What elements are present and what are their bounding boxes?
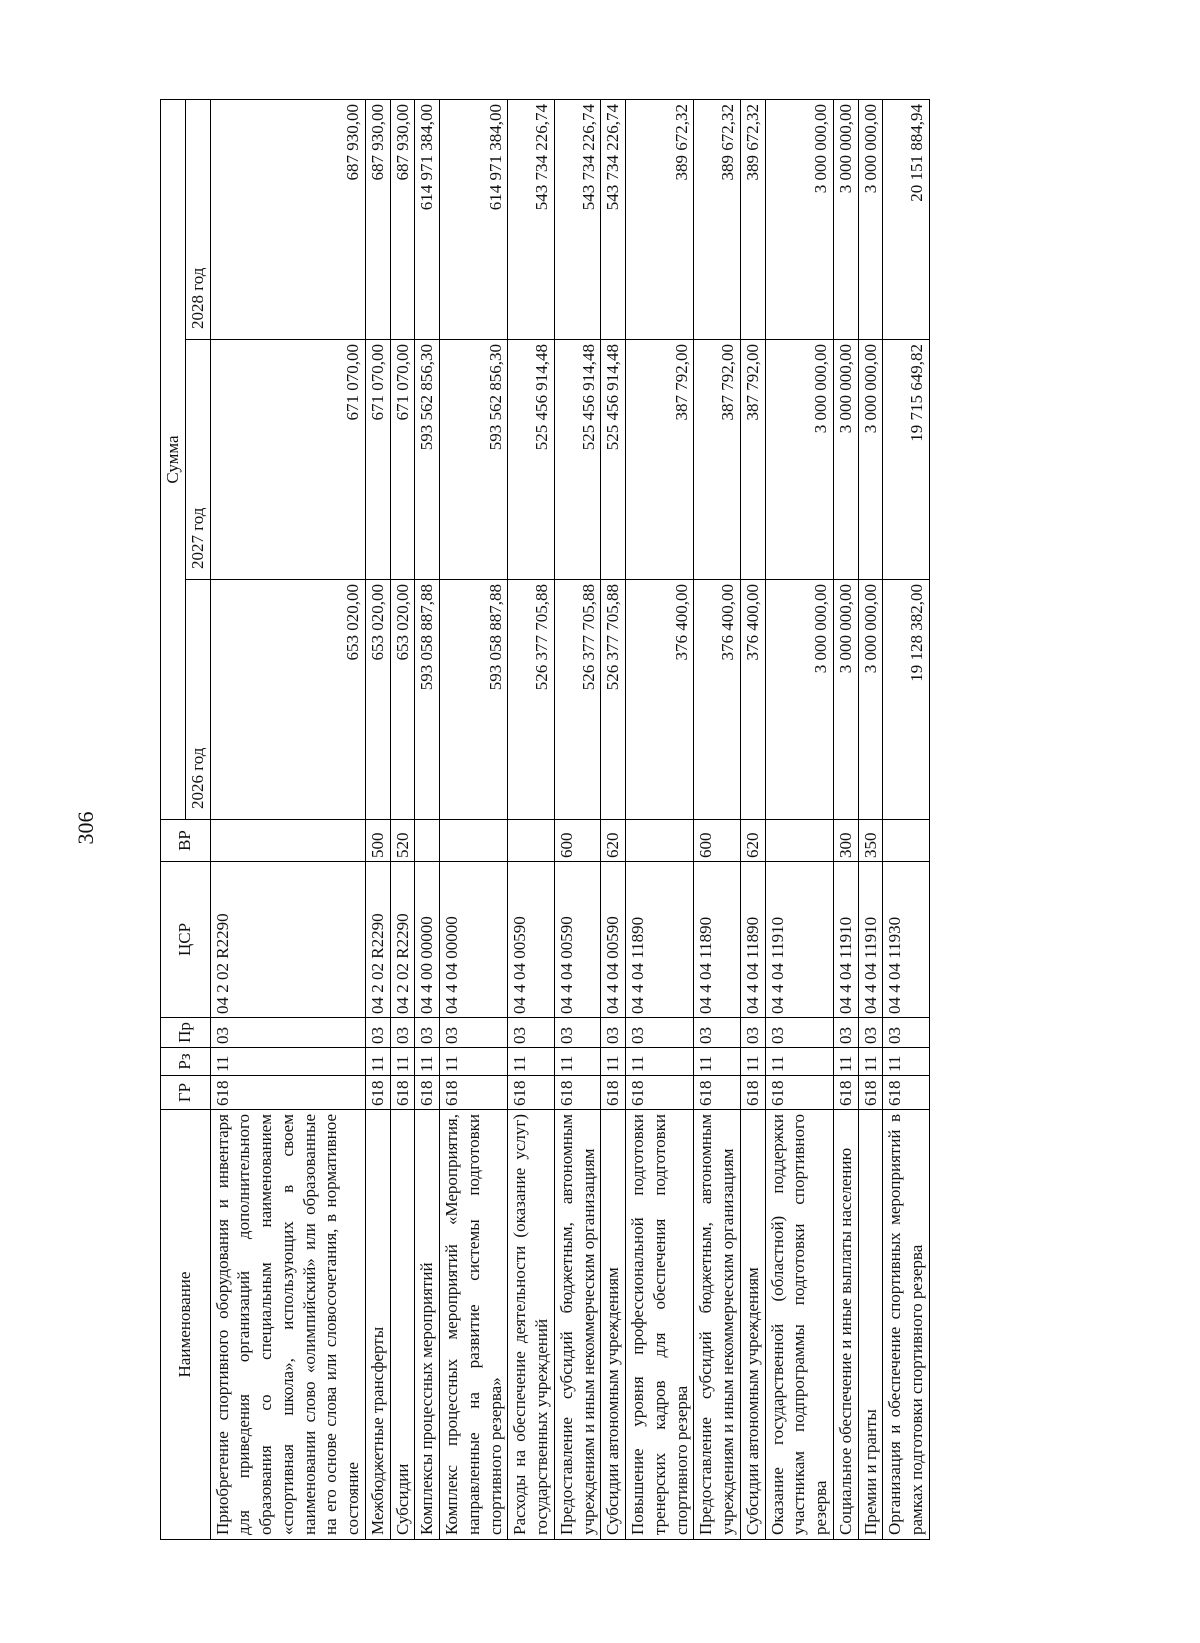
- cell-csr: 04 4 04 11910: [765, 862, 833, 1018]
- cell-2028: 614 971 384,00: [415, 100, 440, 340]
- cell-2027: 671 070,00: [210, 340, 365, 580]
- rotated-table-container: [160, 100, 930, 1540]
- cell-gr: 618: [601, 1076, 626, 1110]
- cell-csr: 04 4 04 11890: [626, 862, 694, 1018]
- header-pr: Пр: [161, 1018, 211, 1048]
- cell-rz: 11: [740, 1048, 765, 1076]
- cell-2027: 525 456 914,48: [508, 340, 555, 580]
- cell-2028: 389 672,32: [694, 100, 741, 340]
- cell-gr: 618: [210, 1076, 365, 1110]
- cell-rz: 11: [210, 1048, 365, 1076]
- header-2026: 2026 год: [185, 580, 210, 820]
- cell-2027: 19 715 649,82: [883, 340, 930, 580]
- header-name: Наименование: [161, 1110, 211, 1540]
- table-row: [858, 100, 883, 1540]
- table-body: [210, 100, 929, 1540]
- cell-pr: 03: [554, 1018, 601, 1048]
- cell-pr: 03: [390, 1018, 415, 1048]
- cell-csr: 04 2 02 R2290: [210, 862, 365, 1018]
- cell-csr: 04 4 04 00000: [440, 862, 508, 1018]
- table-row: [601, 100, 626, 1540]
- table-row: [883, 100, 930, 1540]
- cell-2027: 525 456 914,48: [554, 340, 601, 580]
- cell-2026: 19 128 382,00: [883, 580, 930, 820]
- cell-name: Социальное обеспечение и иные выплаты населению: [833, 1110, 858, 1540]
- header-csr: ЦСР: [161, 862, 211, 1018]
- cell-2028: 687 930,00: [390, 100, 415, 340]
- cell-gr: 618: [765, 1076, 833, 1110]
- cell-pr: 03: [694, 1018, 741, 1048]
- cell-vr: [440, 820, 508, 862]
- cell-csr: 04 2 02 R2290: [390, 862, 415, 1018]
- cell-pr: 03: [601, 1018, 626, 1048]
- cell-pr: 03: [740, 1018, 765, 1048]
- cell-rz: 11: [626, 1048, 694, 1076]
- cell-name: Комплексы процессных мероприятий: [415, 1110, 440, 1540]
- cell-rz: 11: [390, 1048, 415, 1076]
- cell-2028: 389 672,32: [626, 100, 694, 340]
- cell-2026: 526 377 705,88: [554, 580, 601, 820]
- cell-gr: 618: [694, 1076, 741, 1110]
- cell-csr: 04 2 02 R2290: [365, 862, 390, 1018]
- cell-name: Расходы на обеспечение деятельности (оказание услуг) государственных учреждений: [508, 1110, 555, 1540]
- cell-vr: 600: [694, 820, 741, 862]
- cell-name: Повышение уровня профессиональной подготовки тренерских кадров для обеспечения подготовки спортивного резерва: [626, 1110, 694, 1540]
- table-row: [365, 100, 390, 1540]
- cell-vr: 300: [833, 820, 858, 862]
- cell-csr: 04 4 04 11930: [883, 862, 930, 1018]
- cell-vr: [883, 820, 930, 862]
- cell-gr: 618: [883, 1076, 930, 1110]
- cell-gr: 618: [365, 1076, 390, 1110]
- cell-rz: 11: [858, 1048, 883, 1076]
- cell-vr: 350: [858, 820, 883, 862]
- cell-rz: 11: [833, 1048, 858, 1076]
- cell-csr: 04 4 04 11910: [833, 862, 858, 1018]
- cell-name: Субсидии: [390, 1110, 415, 1540]
- cell-2026: 653 020,00: [365, 580, 390, 820]
- cell-gr: 618: [858, 1076, 883, 1110]
- cell-pr: 03: [415, 1018, 440, 1048]
- cell-name: Оказание государственной (областной) поддержки участникам подпрограммы подготовки спортивного резерва: [765, 1110, 833, 1540]
- cell-vr: [210, 820, 365, 862]
- cell-vr: [626, 820, 694, 862]
- cell-name: Субсидии автономным учреждениям: [601, 1110, 626, 1540]
- table-row: [626, 100, 694, 1540]
- cell-name: Предоставление субсидий бюджетным, автономным учреждениям и иным некоммерческим организациям: [554, 1110, 601, 1540]
- cell-name: Предоставление субсидий бюджетным, автономным учреждениям и иным некоммерческим организациям: [694, 1110, 741, 1540]
- cell-pr: 03: [833, 1018, 858, 1048]
- cell-2028: 543 734 226,74: [554, 100, 601, 340]
- header-vr: ВР: [161, 820, 211, 862]
- cell-name: Межбюджетные трансферты: [365, 1110, 390, 1540]
- table-row: [694, 100, 741, 1540]
- header-row: [161, 100, 186, 1540]
- cell-vr: 620: [740, 820, 765, 862]
- cell-2026: 653 020,00: [390, 580, 415, 820]
- cell-name: Премии и гранты: [858, 1110, 883, 1540]
- cell-2026: 653 020,00: [210, 580, 365, 820]
- cell-2028: 687 930,00: [365, 100, 390, 340]
- header-2027: 2027 год: [185, 340, 210, 580]
- cell-2026: 526 377 705,88: [601, 580, 626, 820]
- cell-csr: 04 4 04 00590: [508, 862, 555, 1018]
- cell-2027: 671 070,00: [390, 340, 415, 580]
- cell-gr: 618: [740, 1076, 765, 1110]
- cell-rz: 11: [883, 1048, 930, 1076]
- cell-gr: 618: [440, 1076, 508, 1110]
- cell-vr: 620: [601, 820, 626, 862]
- cell-2027: 3 000 000,00: [833, 340, 858, 580]
- cell-2028: 543 734 226,74: [601, 100, 626, 340]
- cell-rz: 11: [601, 1048, 626, 1076]
- cell-pr: 03: [765, 1018, 833, 1048]
- table-row: [415, 100, 440, 1540]
- cell-2028: 3 000 000,00: [833, 100, 858, 340]
- cell-csr: 04 4 04 00590: [554, 862, 601, 1018]
- cell-2028: 3 000 000,00: [765, 100, 833, 340]
- cell-2026: 593 058 887,88: [440, 580, 508, 820]
- cell-2027: 3 000 000,00: [765, 340, 833, 580]
- header-gr: ГР: [161, 1076, 211, 1110]
- table-row: [440, 100, 508, 1540]
- cell-2026: 3 000 000,00: [765, 580, 833, 820]
- cell-vr: [508, 820, 555, 862]
- cell-rz: 11: [415, 1048, 440, 1076]
- cell-name: Субсидии автономным учреждениям: [740, 1110, 765, 1540]
- table-row: [210, 100, 365, 1540]
- cell-vr: 500: [365, 820, 390, 862]
- cell-vr: [765, 820, 833, 862]
- cell-gr: 618: [508, 1076, 555, 1110]
- cell-pr: 03: [365, 1018, 390, 1048]
- cell-gr: 618: [626, 1076, 694, 1110]
- cell-2027: 593 562 856,30: [440, 340, 508, 580]
- cell-csr: 04 4 00 00000: [415, 862, 440, 1018]
- cell-rz: 11: [365, 1048, 390, 1076]
- cell-rz: 11: [554, 1048, 601, 1076]
- cell-2027: 387 792,00: [740, 340, 765, 580]
- cell-csr: 04 4 04 11890: [694, 862, 741, 1018]
- cell-vr: 520: [390, 820, 415, 862]
- table-row: [554, 100, 601, 1540]
- cell-2026: 526 377 705,88: [508, 580, 555, 820]
- cell-gr: 618: [390, 1076, 415, 1110]
- cell-2028: 687 930,00: [210, 100, 365, 340]
- table-row: [740, 100, 765, 1540]
- cell-name: Приобретение спортивного оборудования и инвентаря для приведения организаций дополнительного образования со специальным наименованием «спортивная школа», использующих в своем наименовании слово «олимпийский» или образованные на его основе слова или словосочетания, в нормативное состояние: [210, 1110, 365, 1540]
- cell-2026: 3 000 000,00: [833, 580, 858, 820]
- cell-gr: 618: [554, 1076, 601, 1110]
- cell-pr: 03: [440, 1018, 508, 1048]
- cell-2026: 376 400,00: [740, 580, 765, 820]
- cell-2027: 3 000 000,00: [858, 340, 883, 580]
- cell-2028: 543 734 226,74: [508, 100, 555, 340]
- table-row: [390, 100, 415, 1540]
- cell-rz: 11: [765, 1048, 833, 1076]
- cell-2027: 387 792,00: [626, 340, 694, 580]
- cell-name: Комплекс процессных мероприятий «Мероприятия, направленные на развитие системы подготовки спортивного резерва»: [440, 1110, 508, 1540]
- cell-2026: 376 400,00: [626, 580, 694, 820]
- cell-gr: 618: [833, 1076, 858, 1110]
- cell-pr: 03: [626, 1018, 694, 1048]
- cell-rz: 11: [440, 1048, 508, 1076]
- header-2028: 2028 год: [185, 100, 210, 340]
- cell-2026: 3 000 000,00: [858, 580, 883, 820]
- header-rz: Рз: [161, 1048, 211, 1076]
- table-row: [508, 100, 555, 1540]
- table-row: [833, 100, 858, 1540]
- cell-pr: 03: [210, 1018, 365, 1048]
- cell-pr: 03: [508, 1018, 555, 1048]
- cell-2028: 389 672,32: [740, 100, 765, 340]
- cell-rz: 11: [694, 1048, 741, 1076]
- cell-vr: [415, 820, 440, 862]
- cell-vr: 600: [554, 820, 601, 862]
- cell-pr: 03: [858, 1018, 883, 1048]
- cell-csr: 04 4 04 11890: [740, 862, 765, 1018]
- cell-2026: 593 058 887,88: [415, 580, 440, 820]
- cell-2028: 3 000 000,00: [858, 100, 883, 340]
- table-row: [765, 100, 833, 1540]
- cell-csr: 04 4 04 00590: [601, 862, 626, 1018]
- budget-table: [160, 99, 930, 1540]
- cell-gr: 618: [415, 1076, 440, 1110]
- cell-2028: 614 971 384,00: [440, 100, 508, 340]
- cell-2026: 376 400,00: [694, 580, 741, 820]
- cell-2027: 593 562 856,30: [415, 340, 440, 580]
- cell-2027: 671 070,00: [365, 340, 390, 580]
- cell-name: Организация и обеспечение спортивных мероприятий в рамках подготовки спортивного резерва: [883, 1110, 930, 1540]
- cell-pr: 03: [883, 1018, 930, 1048]
- cell-rz: 11: [508, 1048, 555, 1076]
- header-sum: Сумма: [161, 100, 186, 820]
- cell-2028: 20 151 884,94: [883, 100, 930, 340]
- page-number: 306: [73, 811, 98, 845]
- cell-2027: 387 792,00: [694, 340, 741, 580]
- cell-2027: 525 456 914,48: [601, 340, 626, 580]
- cell-csr: 04 4 04 11910: [858, 862, 883, 1018]
